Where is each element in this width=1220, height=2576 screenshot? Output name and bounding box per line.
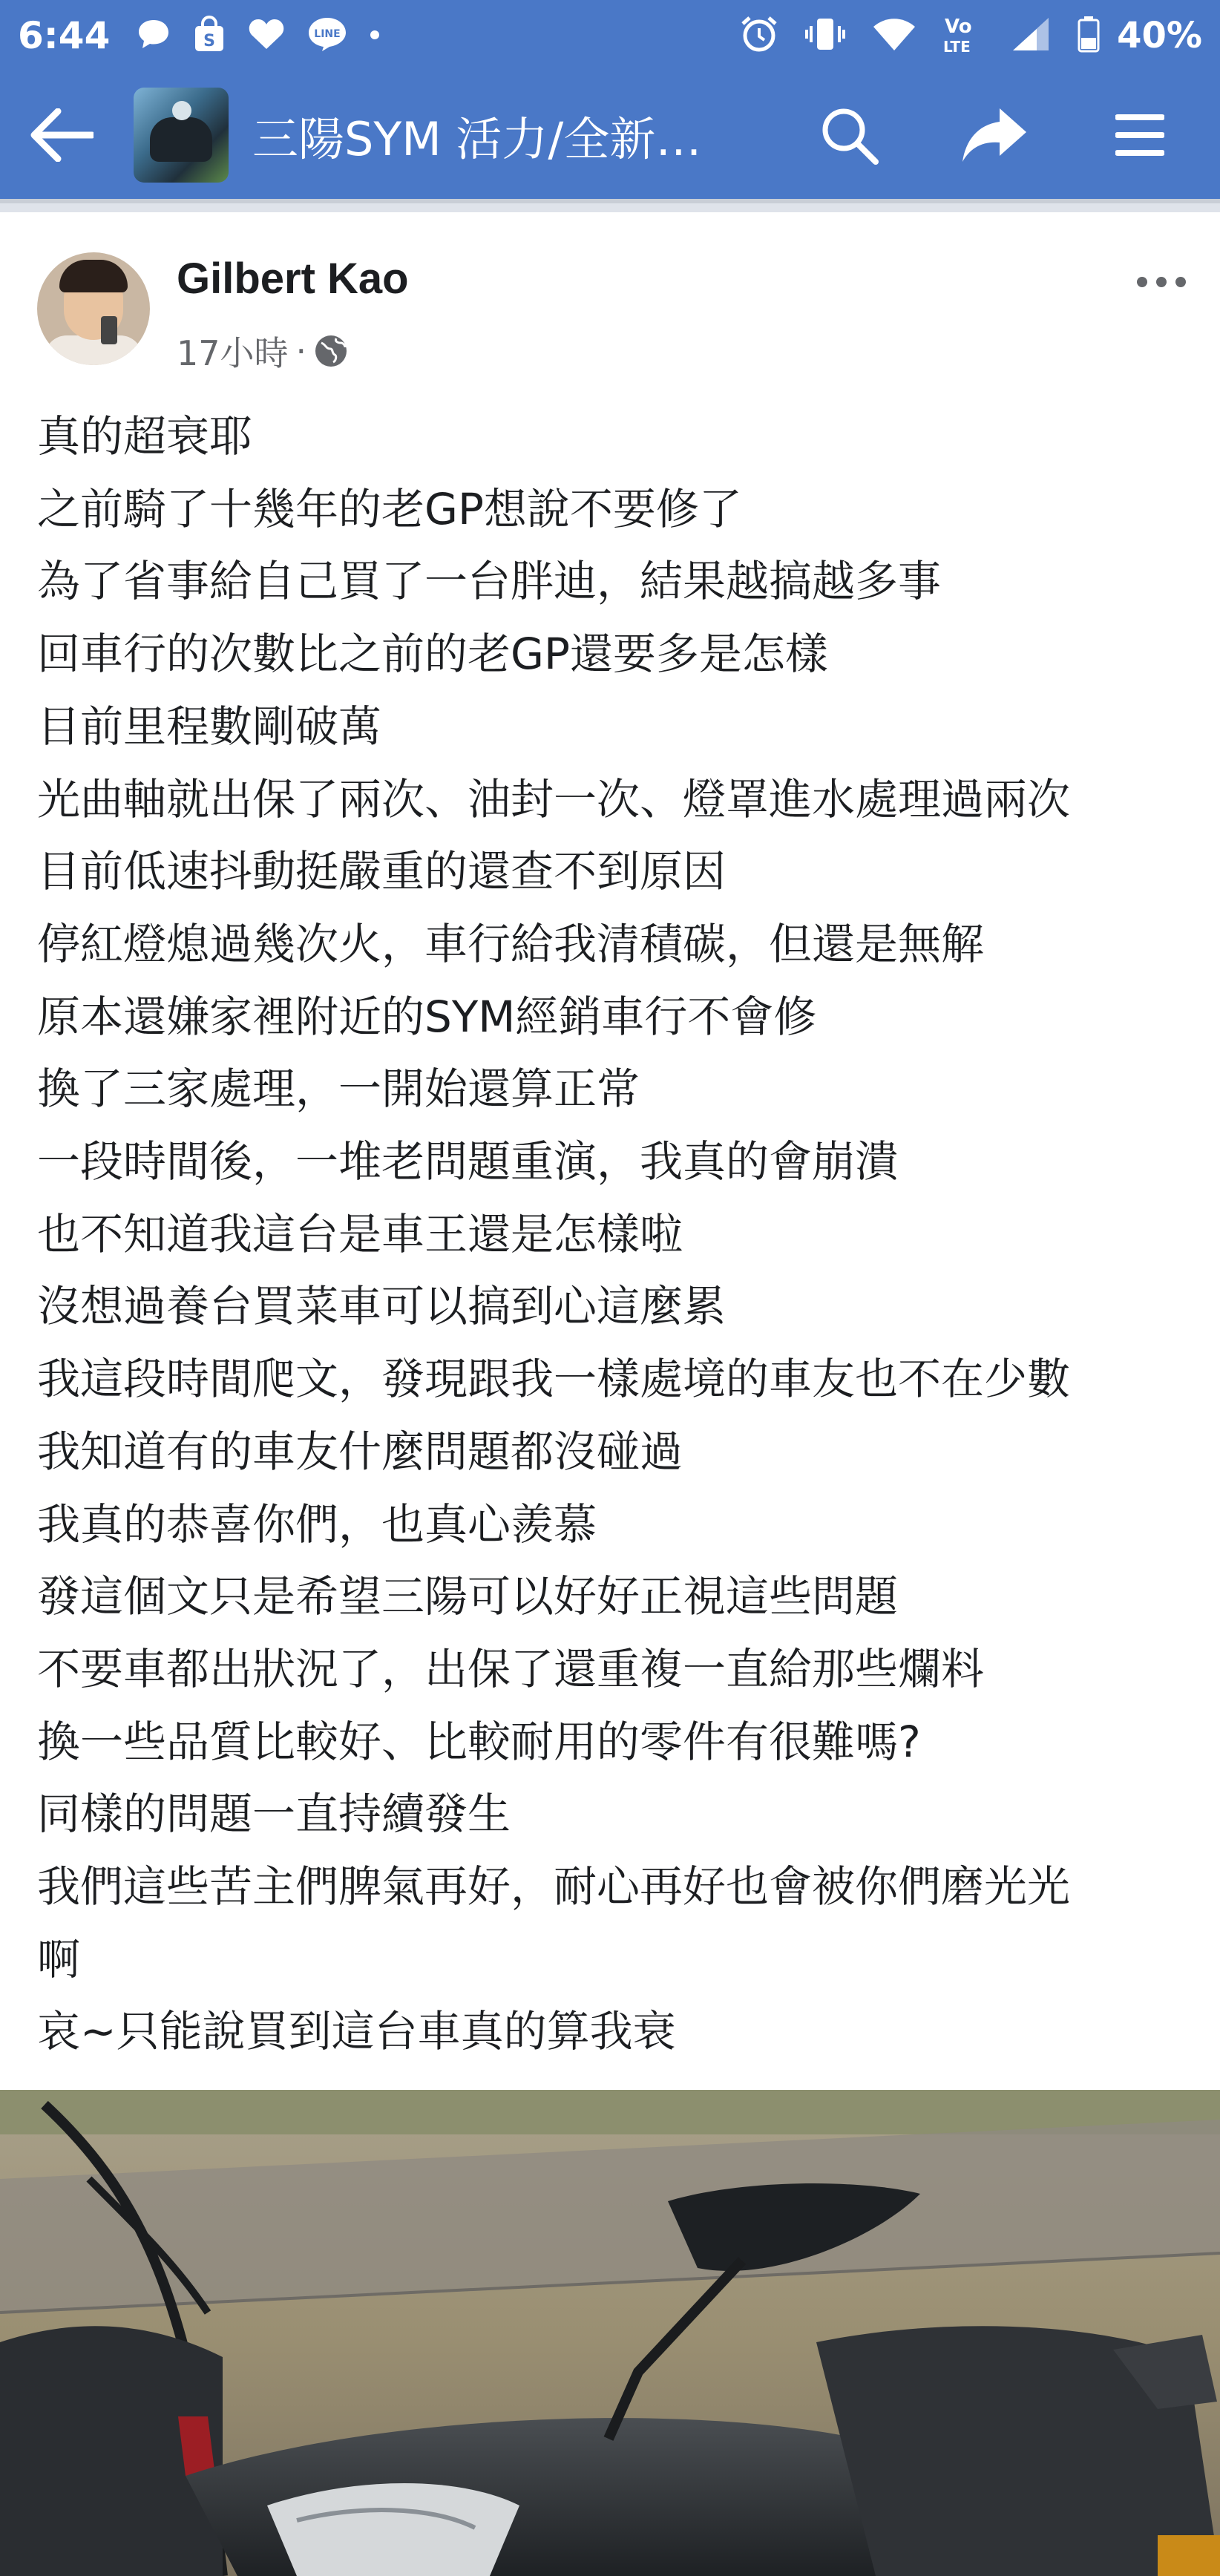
line-app-icon bbox=[307, 16, 347, 55]
post-line: 目前低速抖動挺嚴重的還查不到原因 bbox=[37, 846, 727, 897]
back-button[interactable] bbox=[30, 94, 111, 176]
globe-icon bbox=[314, 334, 348, 368]
search-icon bbox=[819, 105, 879, 165]
author-name[interactable]: Gilbert Kao bbox=[177, 255, 409, 303]
svg-text:LTE: LTE bbox=[943, 38, 971, 55]
system-icons bbox=[740, 13, 1202, 58]
post-line: 換一些品質比較好、比較耐用的零件有很難嗎? bbox=[37, 1716, 921, 1767]
post-line: 之前騎了十幾年的老GP想說不要修了 bbox=[37, 483, 742, 534]
post-line: 不要車都出狀況了，出保了還重複一直給那些爛料 bbox=[37, 1643, 985, 1694]
post-line: 啊 bbox=[37, 1933, 81, 1985]
post-line: 哀~只能說買到這台車真的算我衰 bbox=[37, 2006, 676, 2057]
alarm-icon bbox=[740, 15, 778, 56]
app-bar bbox=[0, 71, 1220, 199]
search-button[interactable] bbox=[813, 99, 885, 171]
post-line: 我知道有的車友什麼問題都沒碰過 bbox=[37, 1426, 683, 1477]
post-text bbox=[37, 401, 1195, 2068]
wifi-icon bbox=[872, 16, 916, 55]
signal-icon bbox=[1011, 16, 1052, 55]
post-line: 原本還嫌家裡附近的SYM經銷車行不會修 bbox=[37, 991, 817, 1042]
meta-separator: · bbox=[295, 331, 307, 371]
scooter-photo bbox=[0, 2090, 1220, 2576]
menu-button[interactable] bbox=[1104, 99, 1175, 171]
status-bar bbox=[0, 0, 1220, 71]
shopping-bag-icon bbox=[193, 16, 226, 56]
post-line: 為了省事給自己買了一台胖迪，結果越搞越多事 bbox=[37, 556, 942, 607]
menu-icon bbox=[1115, 113, 1164, 157]
post-line: 換了三家處理，一開始還算正常 bbox=[37, 1063, 640, 1115]
post-line: 停紅燈熄過幾次火，車行給我清積碳，但還是無解 bbox=[37, 918, 985, 969]
notification-icons bbox=[137, 16, 380, 56]
group-title[interactable]: 三陽SYM 活力/全新… bbox=[252, 111, 702, 166]
svg-text:Vo: Vo bbox=[945, 16, 972, 38]
author-avatar[interactable] bbox=[37, 252, 150, 365]
post-line: 目前里程數剛破萬 bbox=[37, 701, 382, 752]
post-line: 光曲軸就出保了兩次、油封一次、燈罩進水處理過兩次 bbox=[37, 773, 1071, 825]
status-time: 6:44 bbox=[18, 14, 111, 57]
group-avatar[interactable] bbox=[134, 88, 229, 183]
post-line: 也不知道我這台是車王還是怎樣啦 bbox=[37, 1208, 683, 1259]
post-line: 我真的恭喜你們，也真心羨慕 bbox=[37, 1498, 597, 1550]
battery-icon bbox=[1077, 16, 1101, 56]
dot-icon bbox=[370, 29, 380, 43]
post-line: 回車行的次數比之前的老GP還要多是怎樣 bbox=[37, 629, 828, 680]
post-header bbox=[37, 252, 1195, 371]
svg-text:S: S bbox=[203, 32, 216, 50]
app-actions bbox=[813, 99, 1190, 171]
post-line: 我這段時間爬文，發現跟我一樣處境的車友也不在少數 bbox=[37, 1354, 1071, 1405]
share-button[interactable] bbox=[959, 99, 1030, 171]
volte-icon bbox=[942, 13, 986, 58]
post-line: 沒想過養台買菜車可以搞到心這麼累 bbox=[37, 1281, 727, 1332]
post-line: 同樣的問題一直持續發生 bbox=[37, 1789, 511, 1840]
post-photo[interactable] bbox=[0, 2090, 1220, 2576]
back-arrow-icon bbox=[30, 108, 94, 162]
feed-divider bbox=[0, 199, 1220, 212]
post-line: 一段時間後，一堆老問題重演，我真的會崩潰 bbox=[37, 1136, 899, 1187]
heart-icon bbox=[248, 18, 285, 53]
svg-text:LINE: LINE bbox=[314, 28, 341, 40]
post-line: 我們這些苦主們脾氣再好，耐心再好也會被你們磨光光 bbox=[37, 1861, 1071, 1913]
more-icon bbox=[1135, 275, 1187, 289]
post-line: 真的超衰耶 bbox=[37, 411, 253, 462]
share-icon bbox=[961, 107, 1028, 163]
post-line: 發這個文只是希望三陽可以好好正視這些問題 bbox=[37, 1571, 899, 1622]
battery-percent: 40% bbox=[1117, 15, 1202, 56]
vibrate-icon bbox=[804, 16, 847, 56]
post-meta bbox=[177, 327, 348, 376]
post-time[interactable]: 17小時 bbox=[177, 333, 289, 373]
more-options-button[interactable] bbox=[1128, 267, 1195, 297]
chat-bubble-icon bbox=[137, 18, 171, 53]
